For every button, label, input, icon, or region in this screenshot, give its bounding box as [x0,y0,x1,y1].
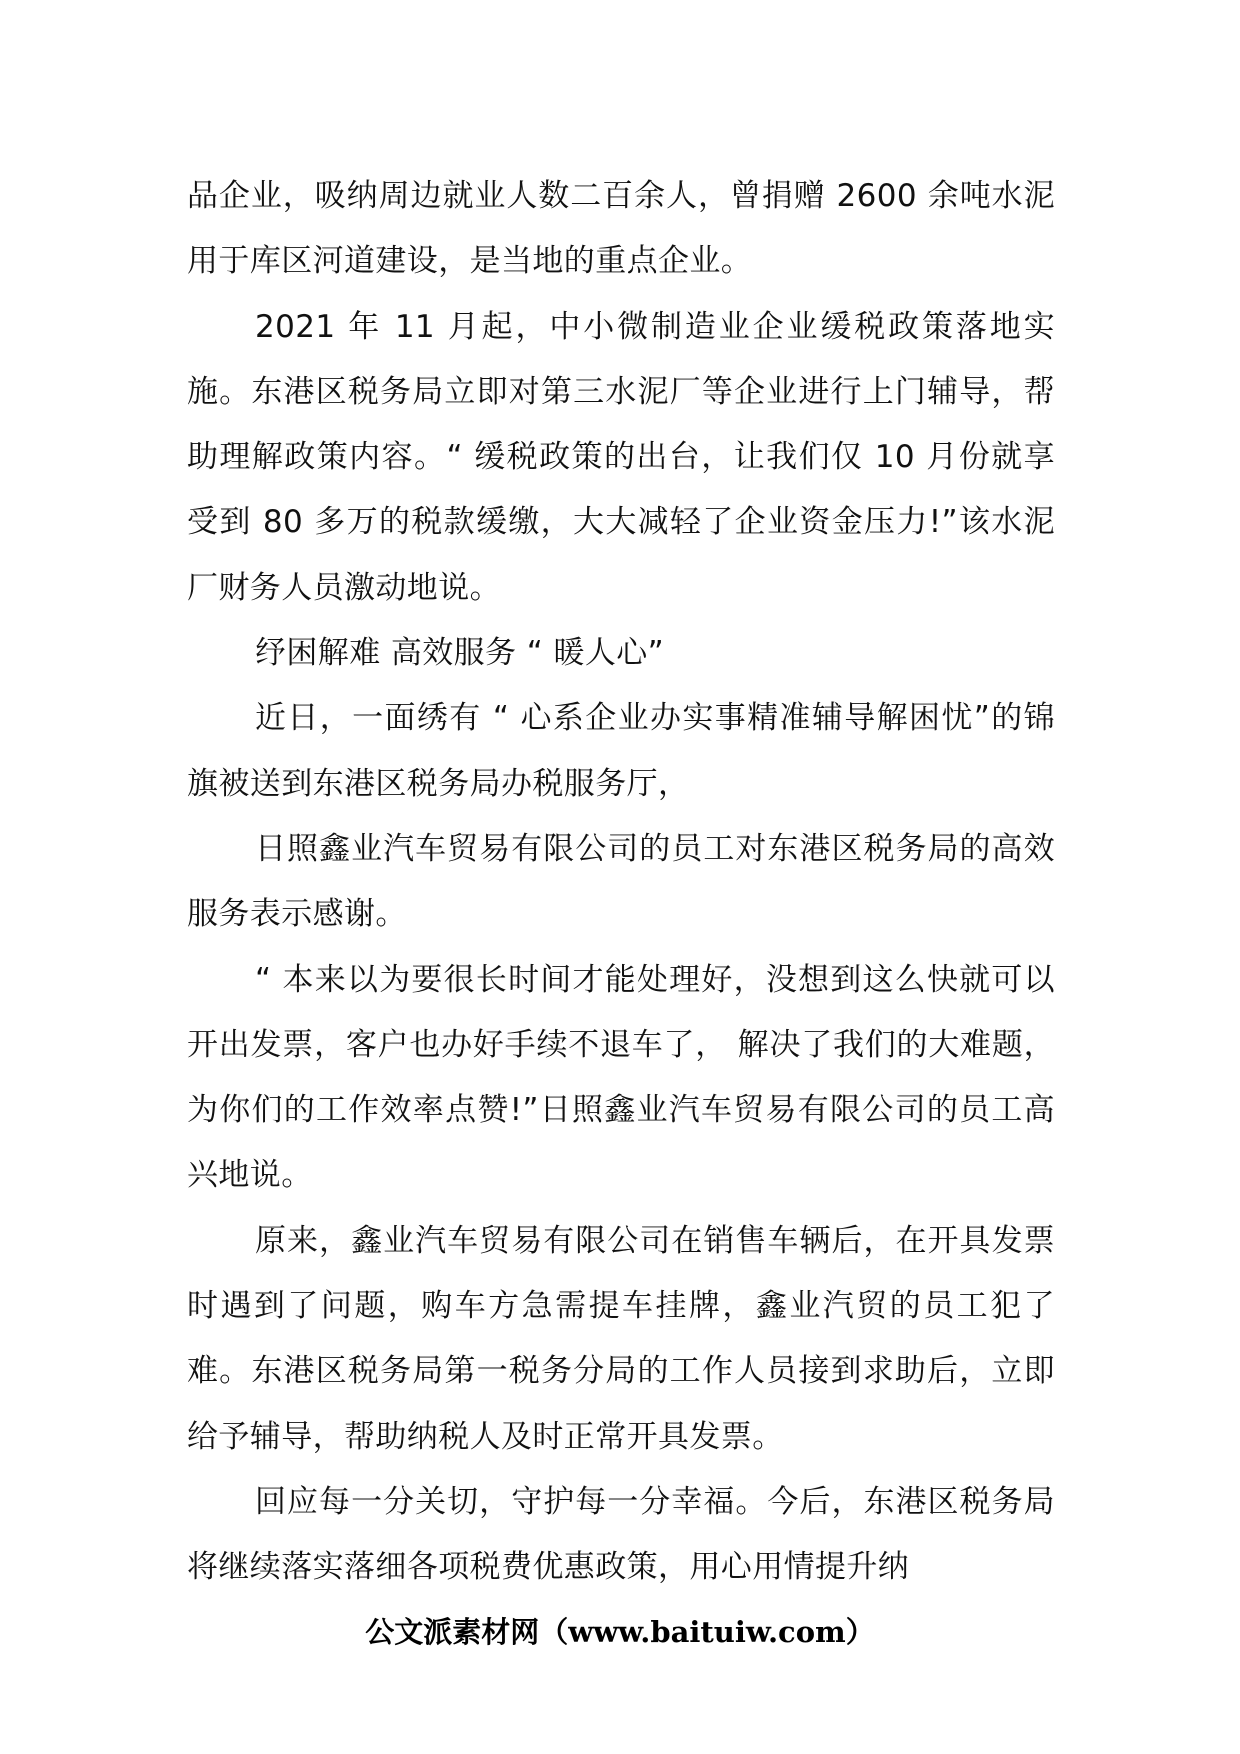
document-body [187,164,1055,1601]
paragraph-1: 品企业，吸纳周边就业人数二百余人，曾捐赠 2600 余吨水泥用于库区河道建设，是当地的重点企业。 [187,178,1055,280]
footer-watermark: 公文派素材网（www.baituiw.com） [365,1615,875,1649]
section-heading: 纾困解难 高效服务 “ 暖人心” [255,635,665,672]
paragraph-6: 原来，鑫业汽车贸易有限公司在销售车辆后，在开具发票时遇到了问题，购车方急需提车挂牌，鑫业汽贸的员工犯了难。东港区税务局第一税务分局的工作人员接到求助后，立即给予辅导，帮助纳税人及时正常开具发票。 [187,1222,1055,1455]
paragraph-3: 近日，一面绣有 “ 心系企业办实事精准辅导解困忧”的锦旗被送到东港区税务局办税服务厅， [187,700,1055,802]
paragraph-4: 日照鑫业汽车贸易有限公司的员工对东港区税务局的高效服务表示感谢。 [187,830,1055,933]
paragraph-5: “ 本来以为要很长时间才能处理好，没想到这么快就可以开出发票，客户也办好手续不退车了， 解决了我们的大难题， 为你们的工作效率点赞!”日照鑫业汽车贸易有限公司的员工高兴地说。 [187,961,1055,1194]
paragraph-2: 2021 年 11 月起，中小微制造业企业缓税政策落地实施。东港区税务局立即对第三水泥厂等企业进行上门辅导，帮助理解政策内容。“ 缓税政策的出台，让我们仅 10 月份就享受到 80 多万的税款缓缴，大大减轻了企业资金压力!”该水泥厂财务人员激动地说。 [187,308,1055,606]
paragraph-7: 回应每一分关切，守护每一分幸福。今后，东港区税务局将继续落实落细各项税费优惠政策，用心用情提升纳 [187,1483,1055,1586]
